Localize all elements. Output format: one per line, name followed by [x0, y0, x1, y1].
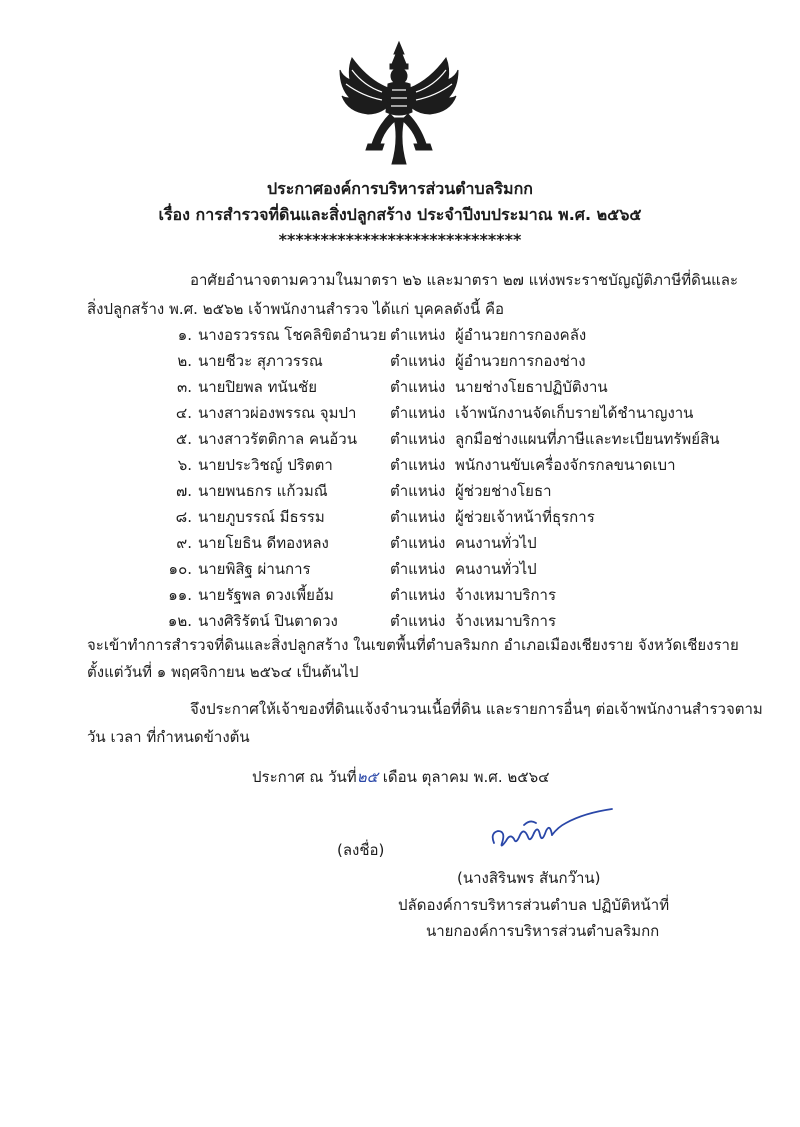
staff-position: จ้างเหมาบริการ [455, 612, 557, 630]
staff-number: ๑๑. [168, 586, 192, 604]
position-label: ตำแหน่ง [390, 352, 446, 370]
signer-role-1: ปลัดองค์การบริหารส่วนตำบล ปฏิบัติหน้าที่ [398, 896, 670, 914]
staff-number: ๒. [177, 352, 192, 370]
staff-position: ลูกมือช่างแผนที่ภาษีและทะเบียนทรัพย์สิน [455, 430, 720, 448]
position-label: ตำแหน่ง [390, 534, 446, 552]
staff-number: ๙. [176, 534, 192, 552]
staff-number: ๕. [175, 430, 192, 448]
staff-name: นายประวิชญ์ ปริตตา [198, 456, 333, 474]
announcement-title: ประกาศองค์การบริหารส่วนตำบลริมกก [267, 179, 533, 198]
survey-line-2: ตั้งแต่วันที่ ๑ พฤศจิกายน ๒๕๖๔ เป็นต้นไป [87, 663, 359, 681]
handwritten-signature [484, 805, 614, 857]
position-label: ตำแหน่ง [390, 508, 446, 526]
staff-number: ๓. [176, 378, 192, 396]
staff-position: ผู้ช่วยเจ้าหน้าที่ธุรการ [455, 508, 595, 526]
staff-position: พนักงานขับเครื่องจักรกลขนาดเบา [455, 456, 676, 474]
position-label: ตำแหน่ง [390, 430, 446, 448]
signer-name: (นางสิรินพร สันกว๊าน) [457, 869, 601, 887]
sign-label: (ลงชื่อ) [337, 841, 385, 859]
intro-line-2: สิ่งปลูกสร้าง พ.ศ. ๒๕๖๒ เจ้าพนักงานสำรวจ ได้แก่ บุคคลดังนี้ คือ [87, 300, 505, 318]
staff-position: ผู้อำนวยการกองช่าง [455, 352, 586, 370]
garuda-emblem-icon [338, 40, 460, 168]
position-label: ตำแหน่ง [390, 326, 446, 344]
announce-date-prefix: ประกาศ ณ วันที่ [252, 768, 357, 786]
staff-position: เจ้าพนักงานจัดเก็บรายได้ชำนาญงาน [455, 404, 694, 422]
staff-position: คนงานทั่วไป [455, 560, 537, 578]
staff-number: ๑๐. [168, 560, 192, 578]
intro-line-1: อาศัยอำนาจตามความในมาตรา ๒๖ และมาตรา ๒๗ แห่งพระราชบัญญัติภาษีที่ดินและ [190, 271, 739, 289]
notice-line-2: วัน เวลา ที่กำหนดข้างต้น [87, 728, 250, 746]
staff-number: ๘. [175, 508, 192, 526]
staff-position: คนงานทั่วไป [455, 534, 537, 552]
position-label: ตำแหน่ง [390, 456, 446, 474]
staff-name: นายปิยพล ทนันชัย [198, 378, 317, 396]
staff-number: ๑. [177, 326, 192, 344]
staff-name: นายภูบรรณ์ มีธรรม [198, 508, 325, 526]
staff-position: ผู้ช่วยช่างโยธา [455, 482, 552, 500]
announcement-subject: เรื่อง การสำรวจที่ดินและสิ่งปลูกสร้าง ประจำปีงบประมาณ พ.ศ. ๒๕๖๕ [158, 205, 642, 224]
staff-name: นายโยธิน ดีทองหลง [198, 534, 329, 552]
staff-position: ผู้อำนวยการกองคลัง [455, 326, 587, 344]
position-label: ตำแหน่ง [390, 560, 446, 578]
staff-name: นางอรวรรณ โชคลิขิตอำนวย [198, 326, 387, 344]
title-separator: ***************************** [278, 230, 522, 249]
staff-name: นายพนธกร แก้วมณี [198, 482, 328, 500]
staff-number: ๖. [177, 456, 192, 474]
signer-role-2: นายกองค์การบริหารส่วนตำบลริมกก [426, 922, 660, 940]
staff-number: ๗. [175, 482, 192, 500]
staff-name: นางศิริรัตน์ ปินตาดวง [198, 612, 338, 630]
position-label: ตำแหน่ง [390, 586, 446, 604]
staff-position: จ้างเหมาบริการ [455, 586, 557, 604]
notice-line-1: จึงประกาศให้เจ้าของที่ดินแจ้งจำนวนเนื้อที่ดิน และรายการอื่นๆ ต่อเจ้าพนักงานสำรวจตาม [190, 700, 763, 718]
staff-position: นายช่างโยธาปฏิบัติงาน [455, 378, 608, 396]
announce-date-day: ๒๕ [356, 768, 378, 786]
survey-line-1: จะเข้าทำการสำรวจที่ดินและสิ่งปลูกสร้าง ในเขตพื้นที่ตำบลริมกก อำเภอเมืองเชียงราย จังหวัดเชียงราย [87, 636, 739, 654]
position-label: ตำแหน่ง [390, 612, 446, 630]
staff-name: นายรัฐพล ดวงเพี้ยอ้ม [198, 586, 334, 604]
staff-name: นายพิสิฐ ผ่านการ [198, 560, 311, 578]
position-label: ตำแหน่ง [390, 482, 446, 500]
staff-name: นายชีวะ สุภาวรรณ [198, 352, 323, 370]
position-label: ตำแหน่ง [390, 404, 446, 422]
position-label: ตำแหน่ง [390, 378, 446, 396]
announce-date-suffix: เดือน ตุลาคม พ.ศ. ๒๕๖๔ [377, 768, 550, 786]
staff-number: ๑๒. [167, 612, 192, 630]
staff-name: นางสาวผ่องพรรณ จุมปา [198, 404, 357, 422]
staff-name: นางสาวรัตติกาล คนอ้วน [198, 430, 357, 448]
staff-number: ๔. [175, 404, 192, 422]
announce-date [252, 765, 549, 789]
